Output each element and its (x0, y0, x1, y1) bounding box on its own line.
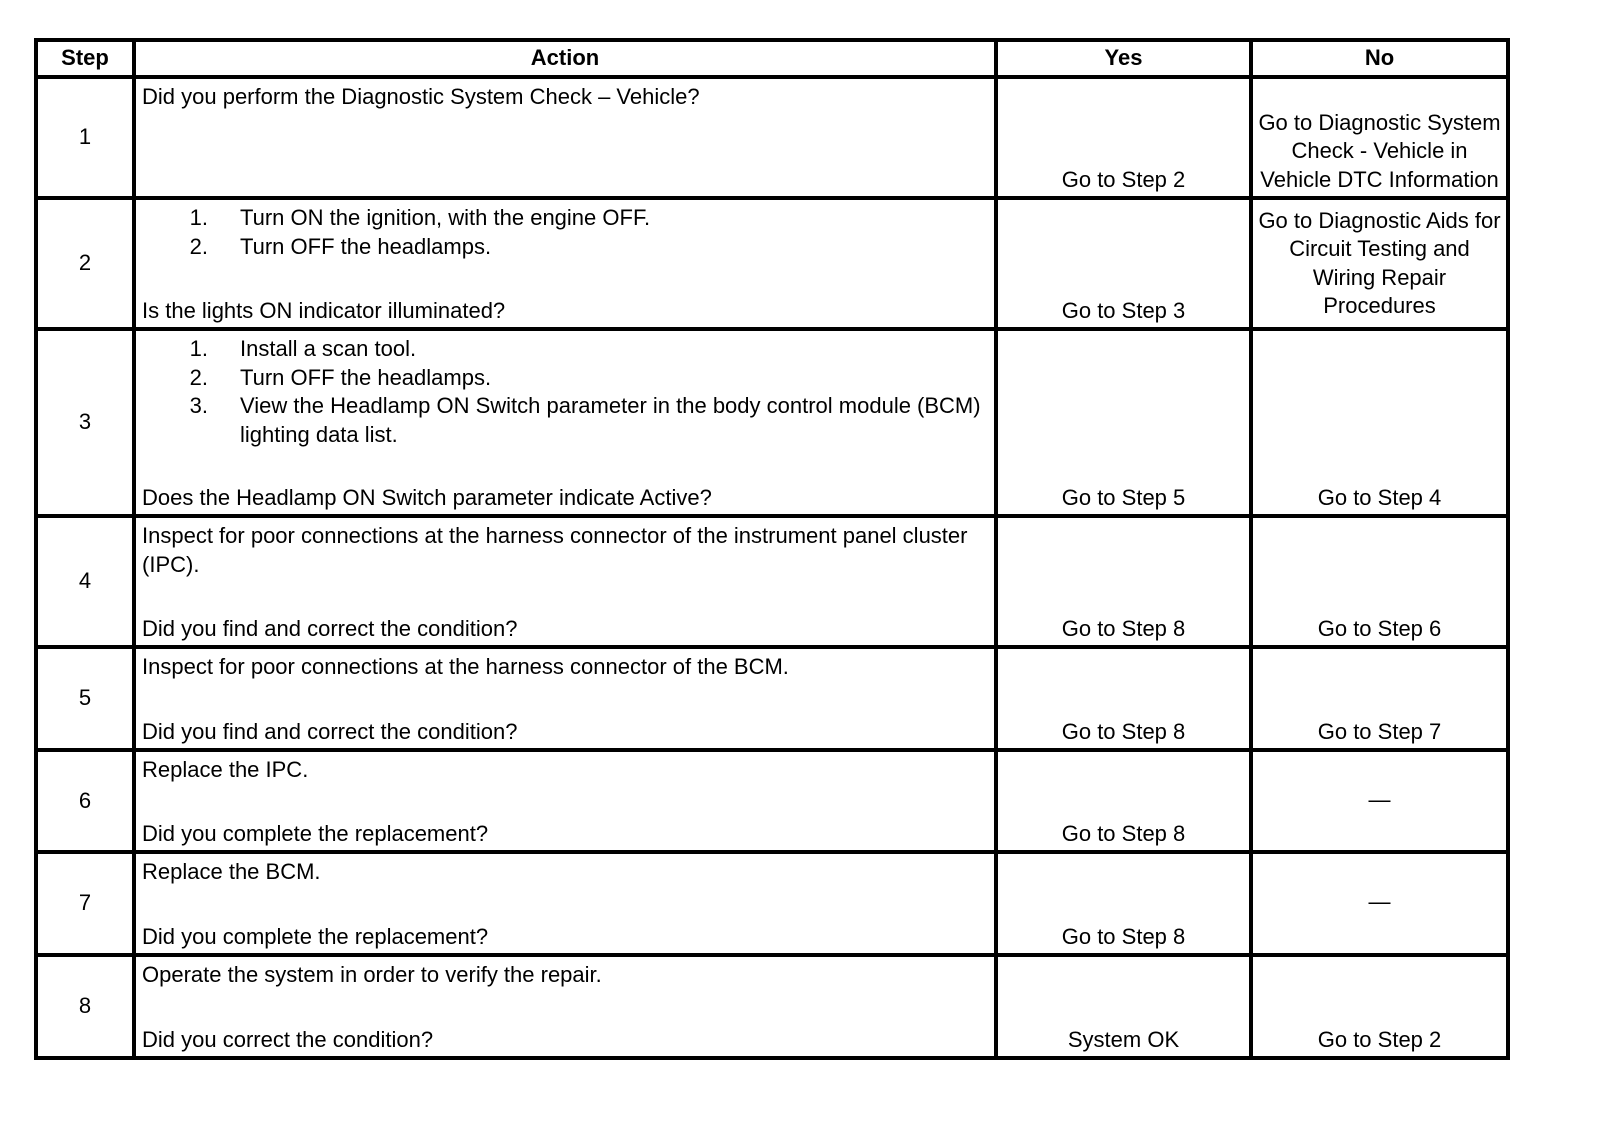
action-cell (134, 329, 996, 516)
no-result: Go to Step 6 (1251, 516, 1508, 647)
action-content (136, 957, 994, 1056)
table-row (36, 955, 1508, 1058)
header-step: Step (36, 40, 134, 77)
no-result: Go to Step 2 (1251, 955, 1508, 1058)
action-steps-list (142, 204, 988, 261)
step-number: 3 (36, 329, 134, 516)
action-cell (134, 647, 996, 750)
table-row (36, 329, 1508, 516)
step-number: 8 (36, 955, 134, 1058)
yes-result: Go to Step 8 (996, 647, 1251, 750)
action-steps-list (142, 335, 988, 449)
action-content (136, 854, 994, 953)
table-row (36, 516, 1508, 647)
yes-result: Go to Step 2 (996, 77, 1251, 198)
action-top (142, 858, 988, 887)
action-step-text: Turn ON the ignition, with the engine OFF. (240, 205, 651, 230)
no-result: Go to Step 7 (1251, 647, 1508, 750)
action-instruction: Replace the IPC. (142, 757, 309, 782)
no-result: Go to Diagnostic System Check - Vehicle in Vehicle DTC Information (1251, 77, 1508, 198)
yes-result: Go to Step 3 (996, 198, 1251, 329)
action-question: Did you find and correct the condition? (142, 718, 518, 744)
action-step-item (142, 335, 988, 364)
action-instruction: Inspect for poor connections at the harness connector of the instrument panel cluster (IPC). (142, 523, 968, 577)
action-question: Is the lights ON indicator illuminated? (142, 297, 506, 323)
header-no: No (1251, 40, 1508, 77)
header-yes: Yes (996, 40, 1251, 77)
action-content (136, 331, 994, 514)
step-number: 4 (36, 516, 134, 647)
action-cell (134, 77, 996, 198)
action-step-text: View the Headlamp ON Switch parameter in the body control module (BCM) lighting data list. (240, 393, 981, 447)
yes-result: System OK (996, 955, 1251, 1058)
action-content (136, 518, 994, 645)
table-row (36, 77, 1508, 198)
step-number: 2 (36, 198, 134, 329)
action-question: Does the Headlamp ON Switch parameter indicate Active? (142, 484, 712, 510)
table-row (36, 647, 1508, 750)
action-step-number: 1. (189, 336, 208, 361)
action-step-text: Turn OFF the headlamps. (240, 364, 492, 390)
action-top (142, 83, 988, 112)
action-instruction: Replace the BCM. (142, 859, 321, 884)
action-question: Did you correct the condition? (142, 1026, 434, 1052)
step-number: 7 (36, 852, 134, 955)
step-number: 5 (36, 647, 134, 750)
action-top (142, 756, 988, 785)
action-cell (134, 516, 996, 647)
action-step-text: Turn OFF the headlamps. (240, 233, 492, 259)
yes-result: Go to Step 5 (996, 329, 1251, 516)
step-number: 6 (36, 750, 134, 852)
action-question: Did you find and correct the condition? (142, 615, 518, 641)
action-content (136, 200, 994, 327)
action-step-text: Install a scan tool. (240, 336, 417, 361)
action-step-number: 3. (189, 393, 208, 418)
table-row (36, 198, 1508, 329)
yes-result: Go to Step 8 (996, 516, 1251, 647)
action-top (142, 204, 988, 261)
action-cell (134, 750, 996, 852)
action-question: Did you complete the replacement? (142, 923, 489, 949)
action-top (142, 522, 988, 579)
header-action: Action (134, 40, 996, 77)
action-top (142, 653, 988, 682)
no-result: — (1251, 750, 1508, 852)
action-step-number: 1. (189, 205, 208, 230)
action-cell (134, 852, 996, 955)
action-question: Did you complete the replacement? (142, 820, 489, 846)
yes-result: Go to Step 8 (996, 750, 1251, 852)
header-row (36, 40, 1508, 77)
action-step-number: 2. (189, 364, 208, 390)
action-step-number: 2. (189, 233, 208, 259)
yes-result: Go to Step 8 (996, 852, 1251, 955)
action-instruction: Operate the system in order to verify the repair. (142, 962, 602, 987)
table-row (36, 852, 1508, 955)
action-top (142, 335, 988, 449)
action-step-item (142, 364, 988, 393)
table-row (36, 750, 1508, 852)
action-content (136, 752, 994, 850)
no-result: — (1251, 852, 1508, 955)
no-result: Go to Step 4 (1251, 329, 1508, 516)
action-top (142, 961, 988, 990)
action-step-item (142, 204, 988, 233)
action-step-item (142, 233, 988, 262)
action-content (136, 649, 994, 748)
action-instruction: Did you perform the Diagnostic System Check – Vehicle? (142, 84, 700, 109)
action-content (136, 79, 994, 196)
action-cell (134, 955, 996, 1058)
action-step-item (142, 392, 988, 449)
no-result: Go to Diagnostic Aids for Circuit Testing and Wiring Repair Procedures (1251, 198, 1508, 329)
action-instruction: Inspect for poor connections at the harness connector of the BCM. (142, 654, 789, 679)
action-cell (134, 198, 996, 329)
diagnostic-table (34, 38, 1510, 1060)
step-number: 1 (36, 77, 134, 198)
